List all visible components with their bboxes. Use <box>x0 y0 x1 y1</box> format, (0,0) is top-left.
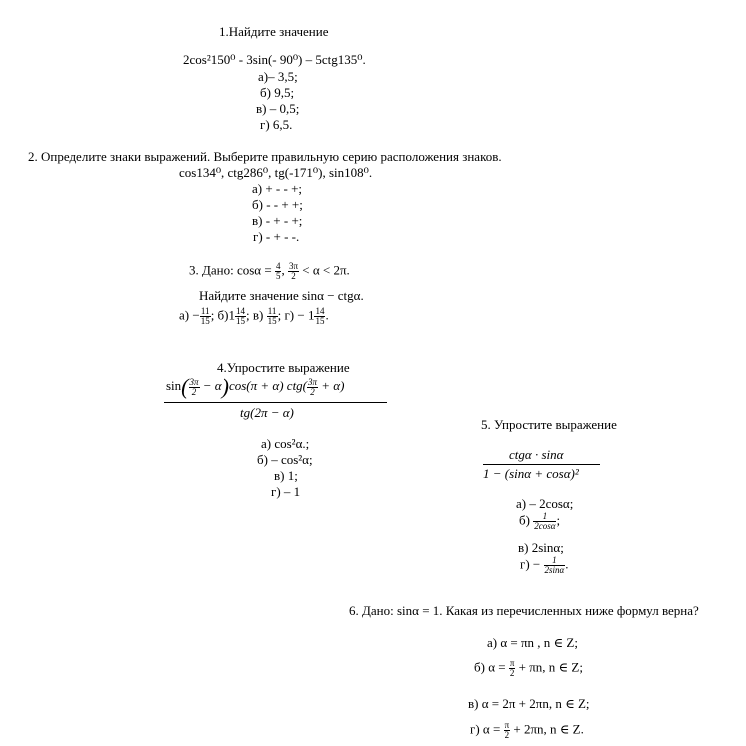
q4-option-a: а) cos²α.; <box>261 436 310 451</box>
q5-option-d-label: г) − <box>520 556 541 572</box>
q3-option-b-label: ; б)1 <box>210 307 235 323</box>
q4-cos-ctg: cos(π + α) ctg( <box>228 377 308 393</box>
q5-option-b-end: ; <box>556 512 561 528</box>
q6-option-a: а) α = πn , n ∈ Z; <box>487 635 578 650</box>
q6-title: 6. Дано: sinα = 1. Какая из перечисленных ниже формул верна? <box>349 603 699 618</box>
q2-option-d: г) - + - -. <box>253 229 300 244</box>
q2-option-b: б) - - + +; <box>252 197 303 212</box>
q6-option-b-fraction: $\frac{\pi}{2}$ <box>509 658 515 678</box>
q3-options <box>179 307 329 326</box>
q6-option-d-tail: + 2πn, n ∈ Z. <box>513 721 584 737</box>
q1-option-d: г) 6,5. <box>260 117 293 132</box>
q3-option-a-label: а) − <box>179 307 200 323</box>
q3-range-tail: < α < 2π. <box>302 262 350 278</box>
q3-given-fraction: $\frac{4}{5}$ <box>275 261 281 281</box>
q1-option-a: а)– 3,5; <box>258 69 298 84</box>
q4-option-d: г) – 1 <box>271 484 301 499</box>
q6-option-b <box>474 659 583 678</box>
q3-option-d-fraction: $\frac{14}{15}$ <box>315 306 325 326</box>
q5-option-d-end: . <box>565 556 569 572</box>
q3-option-c-fraction: $\frac{11}{15}$ <box>267 306 277 326</box>
q3-given: 3. Дано: cosα = $\frac{4}{5}$ , $\frac{3\pi}{2}$ < α < 2π. <box>189 261 350 281</box>
q3-option-c-label: ; в) <box>246 307 264 323</box>
q2-option-a: а) + - - +; <box>252 181 303 196</box>
q5-option-d-fraction: $\frac{1}{2\sin\alpha}$ <box>544 555 565 575</box>
q3-option-end: . <box>325 307 329 323</box>
q5-option-a: а) – 2cosα; <box>516 496 574 511</box>
q5-option-b-fraction: $\frac{1}{2\cos\alpha}$ <box>534 511 556 531</box>
q4-numerator <box>166 374 344 400</box>
q2-option-c: в) - + - +; <box>252 213 303 228</box>
q6-option-d-label: г) α = <box>470 721 501 737</box>
q5-option-b <box>519 512 560 531</box>
q6-option-d-fraction: $\frac{\pi}{2}$ <box>504 720 510 740</box>
q4-denominator: tg(2π − α) <box>240 405 294 420</box>
q5-denominator: 1 − (sinα + cosα)² <box>483 466 579 481</box>
q1-expression: 2cos²150⁰ - 3sin(- 90⁰) – 5ctg135⁰. <box>183 52 366 67</box>
q5-option-d <box>520 556 568 575</box>
q5-option-b-label: б) <box>519 512 530 528</box>
q3-option-b-fraction: $\frac{14}{15}$ <box>236 306 245 326</box>
q2-title: 2. Определите знаки выражений. Выберите правильную серию расположения знаков. <box>28 149 502 164</box>
q6-option-d <box>470 721 584 740</box>
q6-option-b-label: б) α = <box>474 659 506 675</box>
q3-find: Найдите значение sinα − ctgα. <box>199 288 364 303</box>
q4-after-fraction-2: + α) <box>321 377 345 393</box>
q4-paren-close: ) <box>221 374 229 399</box>
q4-fraction-2: $\frac{3\pi}{2}$ <box>308 376 318 397</box>
q4-after-fraction-1: − α <box>202 377 222 393</box>
q4-fraction-1: $\frac{3\pi}{2}$ <box>189 376 199 397</box>
q3-option-d-label: ; г) − 1 <box>277 307 315 323</box>
q1-title: 1.Найдите значение <box>219 24 329 39</box>
q4-option-b: б) – cos²α; <box>257 452 313 467</box>
q3-option-a-fraction: $\frac{11}{15}$ <box>200 306 210 326</box>
q4-fraction-line <box>164 402 387 403</box>
q1-option-c: в) – 0,5; <box>256 101 300 116</box>
q6-option-c: в) α = 2π + 2πn, n ∈ Z; <box>468 696 590 711</box>
q3-prefix: 3. Дано: cosα = <box>189 262 272 278</box>
q5-fraction-line <box>483 464 600 465</box>
q6-option-b-tail: + πn, n ∈ Z; <box>518 659 583 675</box>
q4-option-c: в) 1; <box>274 468 298 483</box>
q5-numerator: ctgα · sinα <box>509 447 564 462</box>
q4-paren-open: ( <box>181 374 189 399</box>
q4-sin: sin <box>166 377 182 393</box>
q3-range-fraction: $\frac{3\pi}{2}$ <box>288 261 298 281</box>
q4-title: 4.Упростите выражение <box>217 360 350 375</box>
q2-expression: cos134⁰, ctg286⁰, tg(-171⁰), sin108⁰. <box>179 165 373 180</box>
q5-option-c: в) 2sinα; <box>518 540 564 555</box>
q5-title: 5. Упростите выражение <box>481 417 617 432</box>
q1-option-b: б) 9,5; <box>260 85 295 100</box>
